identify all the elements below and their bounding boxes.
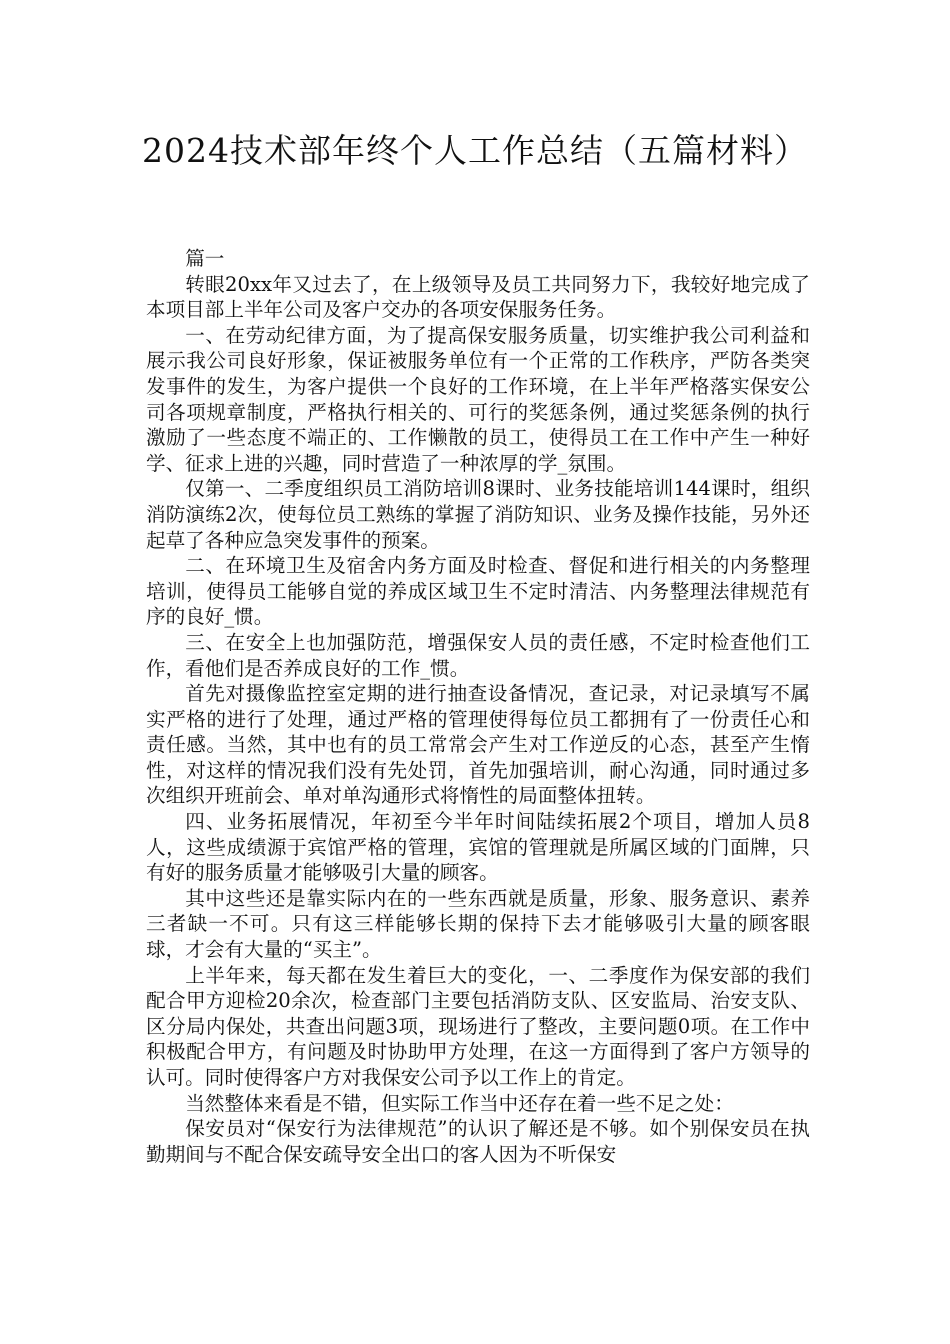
paragraph-monitoring: 首先对摄像监控室定期的进行抽查设备情况，查记录，对记录填写不属实严格的进行了处理，通过严格的管理使得每位员工都拥有了一份责任心和责任感。当然，其中也有的员工常常会产生对工作逆反的心态，甚至产生惰性，对这样的情况我们没有先处罚，首先加强培训，耐心沟通，同时通过多次组织开班前会、单对单沟通形式将惰性的局面整体扭转。	[146, 682, 810, 808]
paragraph-section-label: 篇一	[185, 247, 225, 270]
paragraph-intro: 转眼20xx年又过去了，在上级领导及员工共同努力下，我较好地完成了本项目部上半年公司及客户交办的各项安保服务任务。	[146, 272, 810, 322]
paragraph-quality: 其中这些还是靠实际内在的一些东西就是质量，形象、服务意识、素养三者缺一不可。只有这三样能够长期的保持下去才能够吸引大量的顾客眼球，才会有大量的“买主”。	[146, 886, 810, 962]
paragraph-labor-discipline: 一、在劳动纪律方面，为了提高保安服务质量，切实维护我公司利益和展示我公司良好形象，保证被服务单位有一个正常的工作秩序，严防各类突发事件的发生，为客户提供一个良好的工作环境，在上半年严格落实保安公司各项规章制度，严格执行相关的、可行的奖惩条例，通过奖惩条例的执行激励了一些态度不端正的、工作懒散的员工，使得员工在工作中产生一种好学、征求上进的兴趣，同时营造了一种浓厚的学_氛围。	[146, 323, 810, 475]
document-title: 2024技术部年终个人工作总结（五篇材料）	[142, 131, 808, 170]
paragraph-safety: 三、在安全上也加强防范，增强保安人员的责任感，不定时检查他们工作，看他们是否养成良好的工作_惯。	[146, 630, 810, 680]
paragraph-business-expansion: 四、业务拓展情况，年初至今半年时间陆续拓展2个项目，增加人员8人，这些成绩源于宾馆严格的管理，宾馆的管理就是所属区域的门面牌，只有好的服务质量才能够吸引大量的顾客。	[146, 810, 810, 885]
paragraph-inspections: 上半年来，每天都在发生着巨大的变化，一、二季度作为保安部的我们配合甲方迎检20余次，检查部门主要包括消防支队、区安监局、治安支队、区分局内保处，共查出问题3项，现场进行了整改，主要问题0项。在工作中积极配合甲方，有问题及时协助甲方处理，在这一方面得到了客户方领导的认可。同时使得客户方对我保安公司予以工作上的肯定。	[146, 963, 810, 1089]
paragraph-hygiene: 二、在环境卫生及宿舍内务方面及时检查、督促和进行相关的内务整理培训，使得员工能够自觉的养成区域卫生不定时清洁、内务整理法律规范有序的良好_惯。	[146, 554, 810, 629]
paragraph-training: 仅第一、二季度组织员工消防培训8课时、业务技能培训144课时，组织消防演练2次，使每位员工熟练的掌握了消防知识、业务及操作技能，另外还起草了各种应急突发事件的预案。	[146, 477, 810, 552]
document-body	[146, 246, 810, 1167]
paragraph-shortcomings: 当然整体来看是不错，但实际工作当中还存在着一些不足之处：	[185, 1091, 734, 1115]
paragraph-security-norms: 保安员对“保安行为法律规范”的认识了解还是不够。如个别保安员在执勤期间与不配合保安疏导安全出口的客人因为不听保安	[146, 1117, 810, 1166]
